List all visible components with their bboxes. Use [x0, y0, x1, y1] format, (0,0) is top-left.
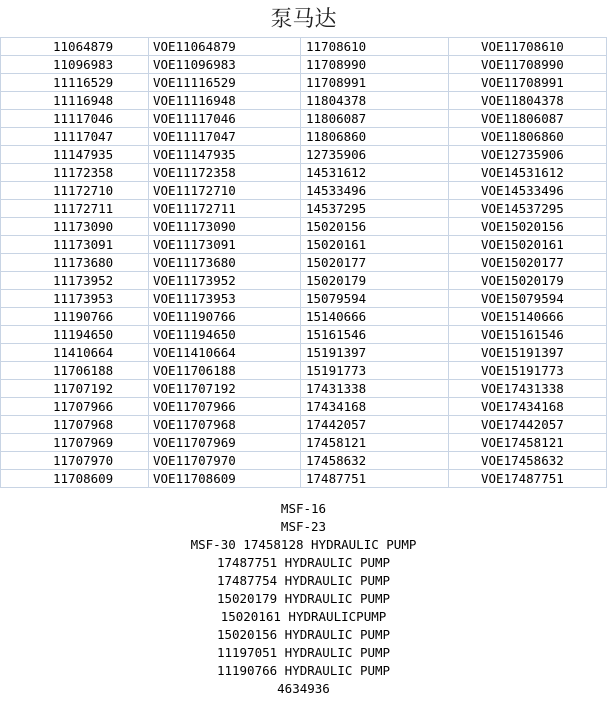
table-row	[1, 146, 607, 164]
voe-number-cell[interactable]: VOE17442057	[449, 416, 607, 434]
part-number-cell[interactable]: 17458121	[301, 434, 449, 452]
table-row	[1, 236, 607, 254]
voe-number-cell[interactable]: VOE11707969	[149, 434, 301, 452]
notes-list	[0, 500, 607, 698]
voe-number-cell[interactable]: VOE11117046	[149, 110, 301, 128]
voe-number-cell[interactable]: VOE11804378	[449, 92, 607, 110]
part-number-cell[interactable]: 11706188	[1, 362, 149, 380]
sheet-title: 泵马达	[270, 7, 337, 32]
table-row	[1, 128, 607, 146]
part-number-cell[interactable]: 11116529	[1, 74, 149, 92]
voe-number-cell[interactable]: VOE11173952	[149, 272, 301, 290]
part-number-cell[interactable]: 17458632	[301, 452, 449, 470]
voe-number-cell[interactable]: VOE15020177	[449, 254, 607, 272]
voe-number-cell[interactable]: VOE15020161	[449, 236, 607, 254]
part-number-cell[interactable]: 15020177	[301, 254, 449, 272]
part-number-cell[interactable]: 15161546	[301, 326, 449, 344]
note-line: 15020161 HYDRAULICPUMP	[220, 609, 387, 624]
voe-number-cell[interactable]: VOE11173091	[149, 236, 301, 254]
part-number-cell[interactable]: 11707968	[1, 416, 149, 434]
part-number-cell[interactable]: 11147935	[1, 146, 149, 164]
table-row	[1, 38, 607, 56]
voe-number-cell[interactable]: VOE15191397	[449, 344, 607, 362]
voe-number-cell[interactable]: VOE11708610	[449, 38, 607, 56]
table-row	[1, 416, 607, 434]
table-row	[1, 92, 607, 110]
table-row	[1, 182, 607, 200]
part-number-cell[interactable]: 14537295	[301, 200, 449, 218]
voe-number-cell[interactable]: VOE15140666	[449, 308, 607, 326]
part-number-cell[interactable]: 11707966	[1, 398, 149, 416]
table-row	[1, 110, 607, 128]
voe-number-cell[interactable]: VOE11706188	[149, 362, 301, 380]
table-row	[1, 344, 607, 362]
table-row	[1, 308, 607, 326]
voe-number-cell[interactable]: VOE15161546	[449, 326, 607, 344]
voe-number-cell[interactable]: VOE11707966	[149, 398, 301, 416]
voe-number-cell[interactable]: VOE15020179	[449, 272, 607, 290]
voe-number-cell[interactable]: VOE17458121	[449, 434, 607, 452]
voe-number-cell[interactable]: VOE17434168	[449, 398, 607, 416]
part-number-cell[interactable]: 11116948	[1, 92, 149, 110]
voe-number-cell[interactable]: VOE12735906	[449, 146, 607, 164]
part-number-cell[interactable]: 11194650	[1, 326, 149, 344]
part-number-cell[interactable]: 17487751	[301, 470, 449, 488]
voe-number-cell[interactable]: VOE11707192	[149, 380, 301, 398]
part-number-cell[interactable]: 11410664	[1, 344, 149, 362]
part-number-cell[interactable]: 15140666	[301, 308, 449, 326]
table-row	[1, 452, 607, 470]
part-number-cell[interactable]: 11707192	[1, 380, 149, 398]
table-row	[1, 218, 607, 236]
part-number-cell[interactable]: 15020161	[301, 236, 449, 254]
voe-number-cell[interactable]: VOE15079594	[449, 290, 607, 308]
note-line: 11197051 HYDRAULIC PUMP	[216, 645, 391, 660]
part-number-cell[interactable]: 11708609	[1, 470, 149, 488]
voe-number-cell[interactable]: VOE11707970	[149, 452, 301, 470]
part-number-cell[interactable]: 11173953	[1, 290, 149, 308]
part-number-cell[interactable]: 11806087	[301, 110, 449, 128]
part-number-cell[interactable]: 11117047	[1, 128, 149, 146]
part-number-cell[interactable]: 14533496	[301, 182, 449, 200]
voe-number-cell[interactable]: VOE11116529	[149, 74, 301, 92]
part-number-cell[interactable]: 15020179	[301, 272, 449, 290]
part-number-cell[interactable]: 11190766	[1, 308, 149, 326]
voe-number-cell[interactable]: VOE15020156	[449, 218, 607, 236]
voe-number-cell[interactable]: VOE11096983	[149, 56, 301, 74]
part-number-cell[interactable]: 15079594	[301, 290, 449, 308]
voe-number-cell[interactable]: VOE11117047	[149, 128, 301, 146]
part-number-cell[interactable]: 11173680	[1, 254, 149, 272]
table-row	[1, 290, 607, 308]
part-number-cell[interactable]: 11172710	[1, 182, 149, 200]
part-number-cell[interactable]: 12735906	[301, 146, 449, 164]
part-number-cell[interactable]: 11173090	[1, 218, 149, 236]
part-number-cell[interactable]: 11173091	[1, 236, 149, 254]
voe-number-cell[interactable]: VOE11172710	[149, 182, 301, 200]
part-number-cell[interactable]: 11172711	[1, 200, 149, 218]
part-number-cell[interactable]: 11806860	[301, 128, 449, 146]
voe-number-cell[interactable]: VOE14531612	[449, 164, 607, 182]
table-row	[1, 272, 607, 290]
voe-number-cell[interactable]: VOE11708990	[449, 56, 607, 74]
voe-number-cell[interactable]: VOE11410664	[149, 344, 301, 362]
note-line: 17487751 HYDRAULIC PUMP	[216, 555, 391, 570]
table-row	[1, 362, 607, 380]
part-number-table-body	[1, 38, 607, 488]
table-row	[1, 200, 607, 218]
voe-number-cell[interactable]: VOE17458632	[449, 452, 607, 470]
voe-number-cell[interactable]: VOE11194650	[149, 326, 301, 344]
part-number-cell[interactable]: 11117046	[1, 110, 149, 128]
part-number-cell[interactable]: 11708991	[301, 74, 449, 92]
voe-number-cell[interactable]: VOE11806860	[449, 128, 607, 146]
table-row	[1, 434, 607, 452]
part-number-cell[interactable]: 11708990	[301, 56, 449, 74]
table-row	[1, 56, 607, 74]
table-row	[1, 326, 607, 344]
table-row	[1, 398, 607, 416]
part-number-cell[interactable]: 11708610	[301, 38, 449, 56]
voe-number-cell[interactable]: VOE11173680	[149, 254, 301, 272]
note-line: MSF-16	[280, 501, 327, 516]
note-line: 15020156 HYDRAULIC PUMP	[216, 627, 391, 642]
part-number-cell[interactable]: 15020156	[301, 218, 449, 236]
part-number-cell[interactable]: 15191773	[301, 362, 449, 380]
voe-number-cell[interactable]: VOE11147935	[149, 146, 301, 164]
voe-number-cell[interactable]: VOE11173953	[149, 290, 301, 308]
part-number-cell[interactable]: 15191397	[301, 344, 449, 362]
note-line: MSF-23	[280, 519, 327, 534]
table-row	[1, 470, 607, 488]
note-line: MSF-30 17458128 HYDRAULIC PUMP	[190, 537, 417, 552]
voe-number-cell[interactable]: VOE14533496	[449, 182, 607, 200]
table-row	[1, 380, 607, 398]
part-number-cell[interactable]: 17434168	[301, 398, 449, 416]
part-number-cell[interactable]: 11707969	[1, 434, 149, 452]
note-line: 15020179 HYDRAULIC PUMP	[216, 591, 391, 606]
voe-number-cell[interactable]: VOE14537295	[449, 200, 607, 218]
part-number-table	[0, 37, 607, 488]
voe-number-cell[interactable]: VOE11172358	[149, 164, 301, 182]
voe-number-cell[interactable]: VOE11707968	[149, 416, 301, 434]
part-number-cell[interactable]: 11096983	[1, 56, 149, 74]
voe-number-cell[interactable]: VOE11708609	[149, 470, 301, 488]
voe-number-cell[interactable]: VOE11708991	[449, 74, 607, 92]
table-row	[1, 74, 607, 92]
part-number-cell[interactable]: 11707970	[1, 452, 149, 470]
voe-number-cell[interactable]: VOE11190766	[149, 308, 301, 326]
part-number-cell[interactable]: 11064879	[1, 38, 149, 56]
part-number-cell[interactable]: 11173952	[1, 272, 149, 290]
part-number-cell[interactable]: 17431338	[301, 380, 449, 398]
part-number-cell[interactable]: 17442057	[301, 416, 449, 434]
note-line: 17487754 HYDRAULIC PUMP	[216, 573, 391, 588]
part-number-cell[interactable]: 11172358	[1, 164, 149, 182]
voe-number-cell[interactable]: VOE11173090	[149, 218, 301, 236]
voe-number-cell[interactable]: VOE11064879	[149, 38, 301, 56]
table-row	[1, 164, 607, 182]
voe-number-cell[interactable]: VOE15191773	[449, 362, 607, 380]
voe-number-cell[interactable]: VOE11116948	[149, 92, 301, 110]
voe-number-cell[interactable]: VOE17431338	[449, 380, 607, 398]
part-number-cell[interactable]: 11804378	[301, 92, 449, 110]
part-number-cell[interactable]: 14531612	[301, 164, 449, 182]
note-line: 4634936	[277, 681, 330, 696]
table-row	[1, 254, 607, 272]
voe-number-cell[interactable]: VOE11806087	[449, 110, 607, 128]
note-line: 11190766 HYDRAULIC PUMP	[216, 663, 391, 678]
voe-number-cell[interactable]: VOE17487751	[449, 470, 607, 488]
voe-number-cell[interactable]: VOE11172711	[149, 200, 301, 218]
